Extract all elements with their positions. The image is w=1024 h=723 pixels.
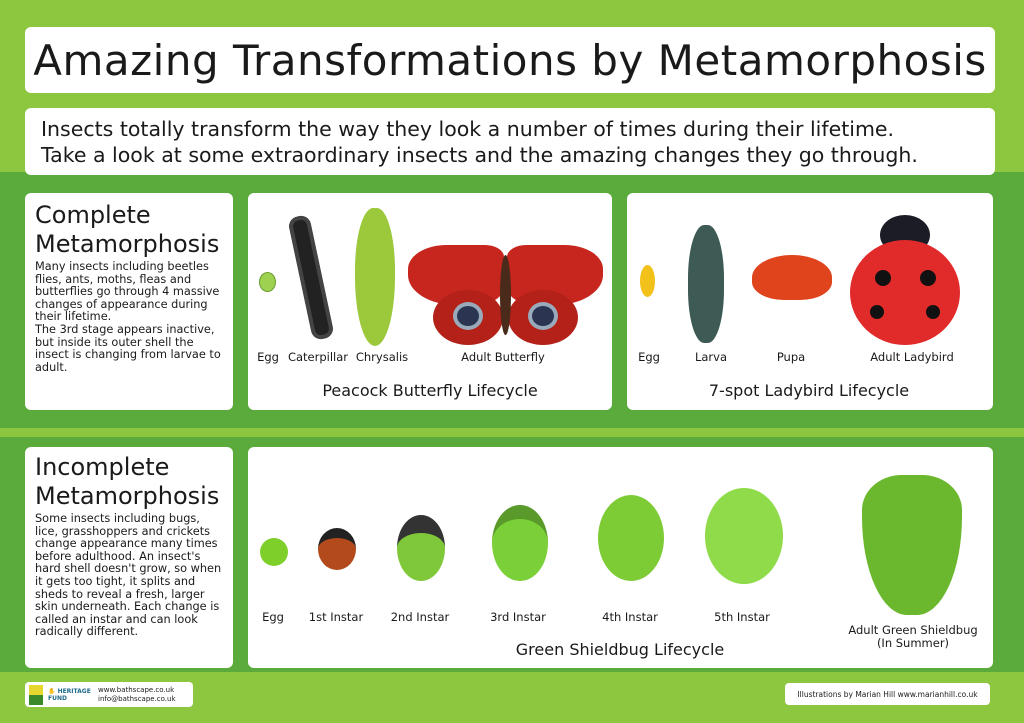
stage-label: Caterpillar: [287, 350, 349, 364]
page-title: Amazing Transformations by Metamorphosis: [33, 35, 987, 85]
incomplete-metamorphosis-panel: [25, 447, 233, 668]
incomplete-text: Some insects including bugs, lice, grasshoppers and crickets change appearance many times before adulthood. An insect's hard shell doesn't grow, so when it gets too tight, it splits and sheds to reveal a fresh, larger skin underneath. Each change is called an instar and can look radically different.: [35, 512, 222, 639]
instar-5-image: [705, 488, 783, 584]
larva-image: [688, 225, 724, 343]
incomplete-heading: Incomplete Metamorphosis: [35, 453, 220, 510]
stage-label: Chrysalis: [355, 350, 409, 364]
stage-label: 5th Instar: [714, 610, 770, 624]
complete-text-1: Many insects including beetles flies, ants, moths, fleas and butterflies go through 4 massive changes of appearance during their lifetime.: [35, 260, 220, 324]
stage-label: 3rd Instar: [490, 610, 546, 624]
instar-4-image: [598, 495, 664, 581]
footer-credit: Illustrations by Marian Hill www.marianhill.co.uk: [785, 683, 990, 705]
adult-butterfly-image: [408, 240, 603, 345]
instar-3-image: [492, 505, 548, 581]
stage-label: 1st Instar: [308, 610, 364, 624]
bathscape-logo: [29, 685, 43, 705]
intro-line-1: Insects totally transform the way they look a number of times during their lifetime.: [41, 117, 895, 141]
email-link[interactable]: info@bathscape.co.uk: [98, 694, 176, 703]
stage-label: Egg: [262, 610, 284, 624]
adult-ladybird-image: [850, 210, 960, 345]
stage-label: Pupa: [776, 350, 806, 364]
stage-label: Larva: [694, 350, 728, 364]
stage-label: 4th Instar: [602, 610, 658, 624]
shieldbug-egg-image: [260, 538, 288, 566]
pupa-image: [752, 255, 832, 300]
ladybird-panel-title: 7-spot Ladybird Lifecycle: [708, 381, 910, 400]
ladybird-egg-image: [640, 265, 655, 297]
intro-box: [25, 108, 995, 175]
stage-label: Egg: [257, 350, 279, 364]
website-link[interactable]: www.bathscape.co.uk: [98, 685, 175, 694]
stage-label: 2nd Instar: [390, 610, 450, 624]
complete-metamorphosis-panel: [25, 193, 233, 410]
chrysalis-image: [355, 208, 395, 346]
shieldbug-panel-title: Green Shieldbug Lifecycle: [515, 640, 725, 659]
footer-sponsors: [25, 682, 193, 707]
heritage-fund-logo: ✋ HERITAGE FUND: [48, 687, 91, 702]
butterfly-panel-title: Peacock Butterfly Lifecycle: [322, 381, 538, 400]
title-banner: [25, 27, 995, 93]
stage-label: Egg: [638, 350, 660, 364]
butterfly-egg-image: [259, 272, 276, 292]
instar-1-image: [318, 528, 356, 570]
stage-label: Adult Green Shieldbug (In Summer): [848, 623, 978, 650]
complete-text-2: The 3rd stage appears inactive, but inside its outer shell the insect is changing from larvae to adult.: [35, 322, 221, 374]
stage-label: Adult Ladybird: [870, 350, 954, 364]
intro-line-2: Take a look at some extraordinary insects and the amazing changes they go through.: [41, 143, 918, 167]
complete-heading: Complete Metamorphosis: [35, 201, 220, 258]
instar-2-image: [397, 515, 445, 581]
stage-label: Adult Butterfly: [461, 350, 545, 364]
